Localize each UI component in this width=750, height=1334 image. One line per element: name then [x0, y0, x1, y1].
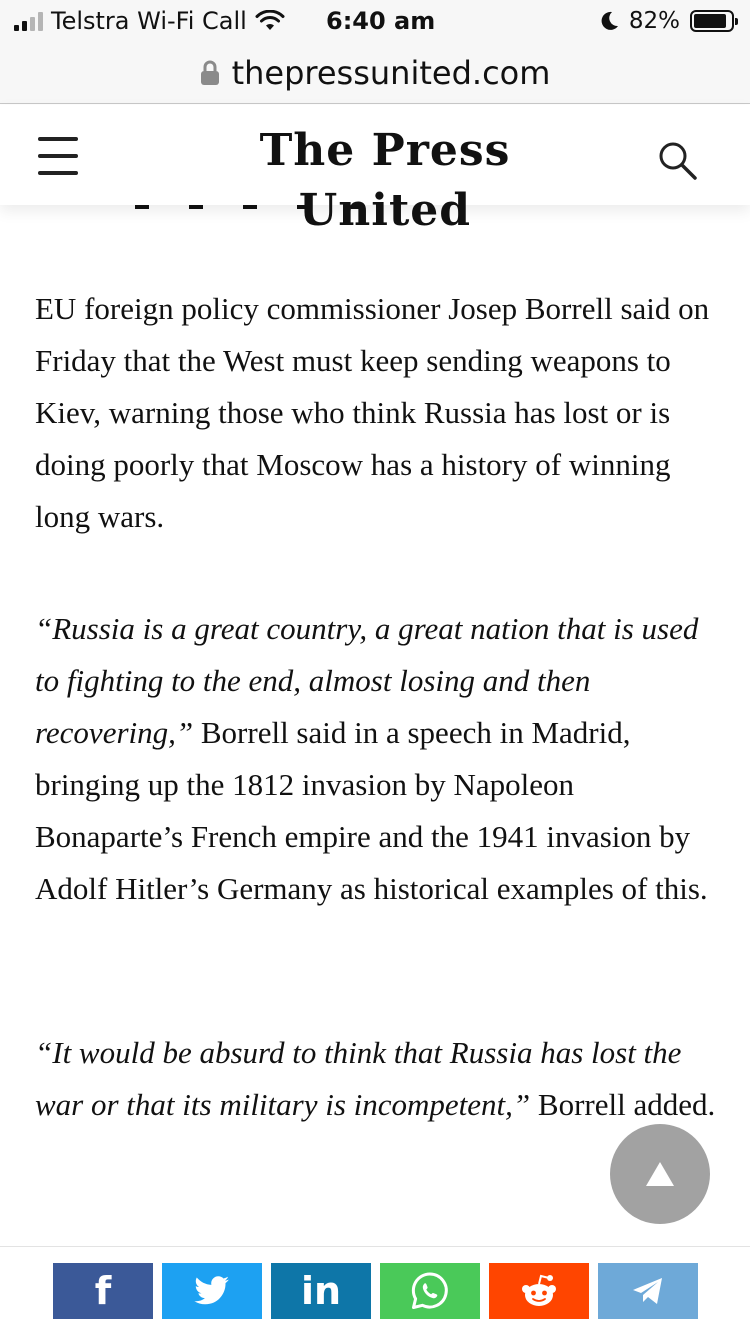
facebook-icon: f	[94, 1269, 112, 1313]
quote-text: “It would be absurd to think that Russia has lost the war or that its military is incompetent,”	[35, 1035, 682, 1122]
article-paragraph-3	[35, 1027, 725, 1131]
paragraph-text: Borrell said in a speech in Madrid, bringing up the 1812 invasion by Napoleon Bonaparte’s French empire and the 1941 invasion by Adolf Hitler’s Germany as historical examples of this.	[35, 715, 708, 906]
share-bar	[0, 1246, 750, 1334]
hamburger-menu-icon[interactable]	[38, 137, 78, 175]
lock-icon	[200, 60, 220, 86]
wifi-icon	[255, 10, 285, 32]
article-paragraph-2	[35, 603, 725, 915]
telegram-plane-icon	[631, 1276, 665, 1306]
linkedin-icon: in	[300, 1269, 342, 1313]
url-text[interactable]: thepressunited.com	[231, 53, 551, 92]
reddit-alien-icon	[519, 1273, 559, 1309]
battery-percent: 82%	[628, 8, 680, 34]
battery-icon	[690, 10, 734, 32]
moon-icon	[599, 10, 619, 32]
article-paragraph-1: EU foreign policy commissioner Josep Borrell said on Friday that the West must keep sending weapons to Kiev, warning those who think Russia has lost or is doing poorly that Moscow has a history of winning long wars.	[35, 291, 710, 534]
share-twitter-button[interactable]	[162, 1263, 262, 1319]
triangle-up-icon	[645, 1161, 675, 1187]
search-icon[interactable]	[656, 139, 700, 183]
whatsapp-icon	[410, 1271, 450, 1311]
share-telegram-button[interactable]	[598, 1263, 698, 1319]
twitter-bird-icon	[194, 1276, 230, 1306]
share-reddit-button[interactable]	[489, 1263, 589, 1319]
site-header	[0, 105, 750, 236]
status-left	[14, 6, 285, 36]
status-bar	[0, 0, 750, 42]
share-facebook-button[interactable]	[53, 1263, 153, 1319]
quote-text: “Russia is a great country, a great nation that is used to fighting to the end, almost losing and then recovering,”	[35, 611, 699, 750]
clock: 6:40 am	[326, 7, 436, 35]
share-linkedin-button[interactable]	[271, 1263, 371, 1319]
back-to-top-button[interactable]	[610, 1124, 710, 1224]
signal-bars-icon	[14, 11, 43, 31]
carrier-label: Telstra Wi-Fi Call	[51, 7, 247, 35]
address-bar[interactable]	[0, 42, 750, 104]
paragraph-text: Borrell added.	[530, 1087, 716, 1122]
status-right	[599, 6, 734, 36]
site-logo[interactable]: The Press United	[259, 125, 511, 236]
share-whatsapp-button[interactable]	[380, 1263, 480, 1319]
